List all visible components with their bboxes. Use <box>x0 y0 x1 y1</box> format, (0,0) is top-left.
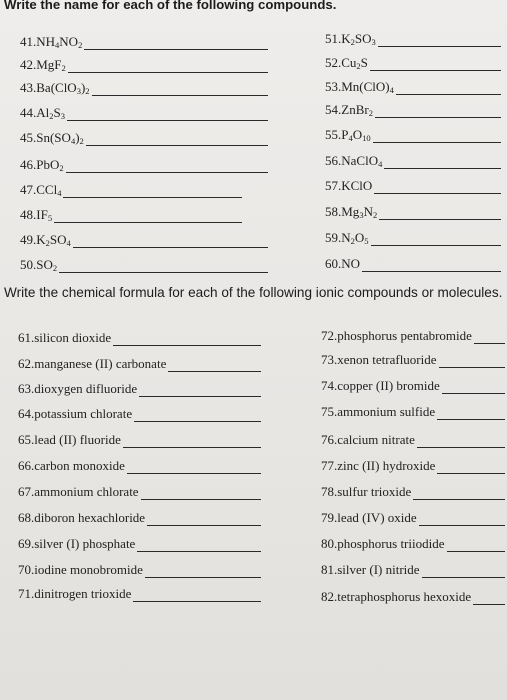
section-1-left-item <box>20 128 268 146</box>
section-1-right-item <box>325 151 501 169</box>
answer-blank[interactable] <box>92 82 268 96</box>
section-2-right-item <box>321 430 505 448</box>
section-1-right-item <box>325 29 501 47</box>
section-2-right-item <box>321 456 505 474</box>
section-1-left-item <box>20 78 268 96</box>
question-label: 60.NO <box>325 256 361 271</box>
section-2-right-item <box>321 482 505 500</box>
question-label: 63.dioxygen difluoride <box>18 381 138 396</box>
question-label: $58.Mg_3N_2$ <box>325 204 378 220</box>
question-label: 78.sulfur trioxide <box>321 484 412 499</box>
answer-blank[interactable] <box>63 184 242 198</box>
section-2-right-item <box>321 350 505 368</box>
question-label: 56.NaClO$_4$ <box>325 153 383 169</box>
question-label: $43.Ba(ClO_3)_2$ <box>20 80 90 96</box>
answer-blank[interactable] <box>67 107 268 121</box>
question-label: 68.diboron hexachloride <box>18 510 146 525</box>
question-label: 67.ammonium chlorate <box>18 484 139 499</box>
question-label: 80.phosphorus triiodide <box>321 536 445 551</box>
answer-blank[interactable] <box>370 57 501 71</box>
section-2-left-item <box>18 508 261 526</box>
question-label: 79.lead (IV) oxide <box>321 510 417 525</box>
question-label: 65.lead (II) fluoride <box>18 432 121 447</box>
answer-blank[interactable] <box>168 358 261 372</box>
answer-blank[interactable] <box>86 132 268 146</box>
question-label: 71.dinitrogen trioxide <box>18 586 132 601</box>
section-2-right-item <box>321 508 505 526</box>
question-label: 72.phosphorus pentabromide <box>321 328 472 343</box>
section-1-left-item <box>20 230 268 248</box>
section-1-right-item <box>325 228 501 246</box>
answer-blank[interactable] <box>419 512 505 526</box>
answer-blank[interactable] <box>413 486 505 500</box>
answer-blank[interactable] <box>379 206 501 220</box>
section-1-left-item <box>20 32 268 50</box>
question-label: $44.Al_2S_3$ <box>20 105 65 121</box>
answer-blank[interactable] <box>68 59 268 73</box>
section-1-right-item <box>325 254 501 272</box>
question-label: 69.silver (I) phosphate <box>18 536 136 551</box>
question-label: $55.P_4O_{10}$ <box>325 127 371 143</box>
section-2-left-item <box>18 379 261 397</box>
question-label: $52.Cu_2S$ <box>325 55 368 71</box>
answer-blank[interactable] <box>145 564 261 578</box>
answer-blank[interactable] <box>417 434 505 448</box>
answer-blank[interactable] <box>141 486 261 500</box>
section-1-left-item <box>20 55 268 73</box>
answer-blank[interactable] <box>73 234 268 248</box>
question-label: 46.PbO$_2$ <box>20 157 64 173</box>
answer-blank[interactable] <box>362 258 501 272</box>
section-1-right-item <box>325 176 501 194</box>
section-2-right-item <box>321 587 505 605</box>
answer-blank[interactable] <box>442 380 505 394</box>
section-2-left-item <box>18 534 261 552</box>
answer-blank[interactable] <box>474 330 505 344</box>
question-label: 81.silver (I) nitride <box>321 562 420 577</box>
answer-blank[interactable] <box>378 33 501 47</box>
question-label: $53.Mn(ClO)_4$ <box>325 79 394 95</box>
section-1-left-item <box>20 155 268 173</box>
answer-blank[interactable] <box>66 159 268 173</box>
answer-blank[interactable] <box>447 538 506 552</box>
answer-blank[interactable] <box>59 259 268 273</box>
answer-blank[interactable] <box>54 209 242 223</box>
section-1-left-item <box>20 180 242 198</box>
section-2-right-item <box>321 402 505 420</box>
section-1-left-item <box>20 103 268 121</box>
section-2-right-item <box>321 560 505 578</box>
answer-blank[interactable] <box>375 104 501 118</box>
answer-blank[interactable] <box>123 434 261 448</box>
section-2-right-item <box>321 326 505 344</box>
question-label: 54.ZnBr$_2$ <box>325 102 373 118</box>
section-2-right-item <box>321 376 505 394</box>
question-label: $48.IF_5$ <box>20 207 53 223</box>
question-label: $45.Sn(SO_4)_2$ <box>20 130 84 146</box>
section-2-left-item <box>18 456 261 474</box>
section-1-right-item <box>325 53 501 71</box>
section-2-left-item <box>18 584 261 602</box>
answer-blank[interactable] <box>374 180 501 194</box>
section-2-left-item <box>18 560 261 578</box>
question-label: $41.NH_4NO_2$ <box>20 34 83 50</box>
answer-blank[interactable] <box>439 354 505 368</box>
answer-blank[interactable] <box>384 155 501 169</box>
question-label: 42.MgF$_2$ <box>20 57 66 73</box>
answer-blank[interactable] <box>84 36 268 50</box>
section-2-left-item <box>18 354 261 372</box>
section-2-right-item <box>321 534 505 552</box>
answer-blank[interactable] <box>127 460 261 474</box>
answer-blank[interactable] <box>113 332 261 346</box>
section-2-left-item <box>18 328 261 346</box>
question-label: 62.manganese (II) carbonate <box>18 356 167 371</box>
question-label: 82.tetraphosphorus hexoxide <box>321 589 472 604</box>
question-label: $50.SO_2$ <box>20 257 58 273</box>
answer-blank[interactable] <box>422 564 505 578</box>
question-label: 64.potassium chlorate <box>18 406 133 421</box>
answer-blank[interactable] <box>133 588 261 602</box>
question-label: 75.ammonium sulfide <box>321 404 436 419</box>
answer-blank[interactable] <box>373 129 501 143</box>
question-label: $59.N_2O_5$ <box>325 230 369 246</box>
answer-blank[interactable] <box>396 81 501 95</box>
answer-blank[interactable] <box>437 406 505 420</box>
answer-blank[interactable] <box>371 232 501 246</box>
answer-blank[interactable] <box>137 538 261 552</box>
section-1-right-item <box>325 202 501 220</box>
question-label: 77.zinc (II) hydroxide <box>321 458 436 473</box>
section-2-left-item <box>18 430 261 448</box>
section-1-left-item <box>20 255 268 273</box>
section-2-left-item <box>18 482 261 500</box>
section-1-right-item <box>325 77 501 95</box>
question-label: 74.copper (II) bromide <box>321 378 440 393</box>
question-label: 76.calcium nitrate <box>321 432 415 447</box>
question-label: 57.KClO <box>325 178 373 193</box>
question-label: $51.K_2SO_3$ <box>325 31 376 47</box>
section-1-heading: Write the name for each of the following compounds. <box>4 0 337 12</box>
question-label: 47.CCl$_4$ <box>20 182 62 198</box>
section-1-right-item <box>325 100 501 118</box>
section-1-left-item <box>20 205 242 223</box>
section-2-heading: Write the chemical formula for each of the following ionic compounds or molecules. <box>4 285 503 300</box>
answer-blank[interactable] <box>139 383 261 397</box>
question-label: 70.iodine monobromide <box>18 562 143 577</box>
answer-blank[interactable] <box>134 408 261 422</box>
question-label: 66.carbon monoxide <box>18 458 125 473</box>
answer-blank[interactable] <box>437 460 505 474</box>
question-label: $49.K_2SO_4$ <box>20 232 71 248</box>
section-1-right-item <box>325 125 501 143</box>
question-label: 61.silicon dioxide <box>18 330 112 345</box>
section-2-left-item <box>18 404 261 422</box>
answer-blank[interactable] <box>473 591 505 605</box>
question-label: 73.xenon tetrafluoride <box>321 352 437 367</box>
answer-blank[interactable] <box>147 512 261 526</box>
